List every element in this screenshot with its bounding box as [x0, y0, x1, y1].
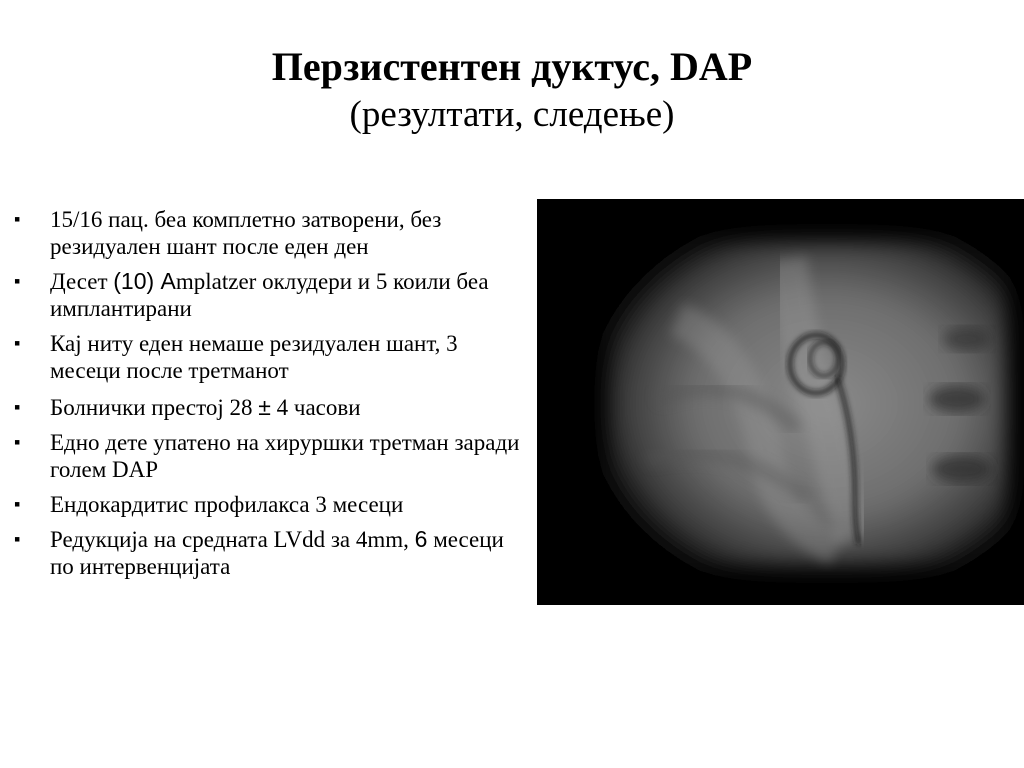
bullet-text: 4 часови: [270, 395, 361, 420]
square-bullet-icon: ▪: [14, 333, 21, 353]
square-bullet-icon: ▪: [14, 209, 21, 229]
square-bullet-icon: ▪: [14, 271, 21, 291]
bullet-text: Десет: [50, 269, 114, 294]
square-bullet-icon: ▪: [14, 494, 21, 514]
slide-subtitle: (резултати, следење): [349, 94, 675, 135]
square-bullet-icon: ▪: [14, 397, 21, 417]
vertebra-shadow: [943, 327, 991, 351]
list-item: [12, 526, 527, 580]
bullet-text: Ендокардитис профилакса 3 месеци: [50, 492, 404, 517]
list-item: [12, 268, 527, 322]
vertebra-shadow: [932, 455, 992, 483]
list-item: [12, 394, 527, 421]
angiogram-xray-image: [537, 199, 1024, 605]
slide-title: Перзистентен дуктус, DAP: [271, 44, 753, 89]
square-bullet-icon: ▪: [14, 529, 21, 549]
bullet-text: 15/16 пац. беа комплетно затворени, без резидуален шант после еден ден: [50, 207, 442, 259]
list-item: [12, 330, 527, 384]
square-bullet-icon: ▪: [14, 432, 21, 452]
xray-svg: [537, 199, 1024, 605]
bullet-text-sans: (10) А: [113, 268, 176, 294]
vertebra-shadow: [929, 385, 985, 413]
list-item: [12, 206, 527, 260]
title-block: [0, 42, 1024, 138]
bullet-text: Кај ниту еден немаше резидуален шант, 3 месеци после третманот: [50, 331, 458, 383]
bullet-text: Едно дете упатено на хируршки третман заради голем DAP: [50, 430, 520, 482]
bullet-text: месеци по интервенцијата: [50, 527, 504, 579]
bullet-text: Редукција на средната LVdd за 4mm,: [50, 527, 415, 552]
plus-minus-symbol: ±: [258, 394, 271, 420]
bullet-text: Болнички престој 28: [50, 395, 259, 420]
list-item: [12, 429, 527, 483]
bullet-list: [12, 206, 527, 588]
bullet-text: mplatzer оклудери и 5 коили беа имплантирани: [50, 269, 489, 321]
list-item: [12, 491, 527, 518]
bullet-text-sans: 6: [414, 526, 428, 552]
